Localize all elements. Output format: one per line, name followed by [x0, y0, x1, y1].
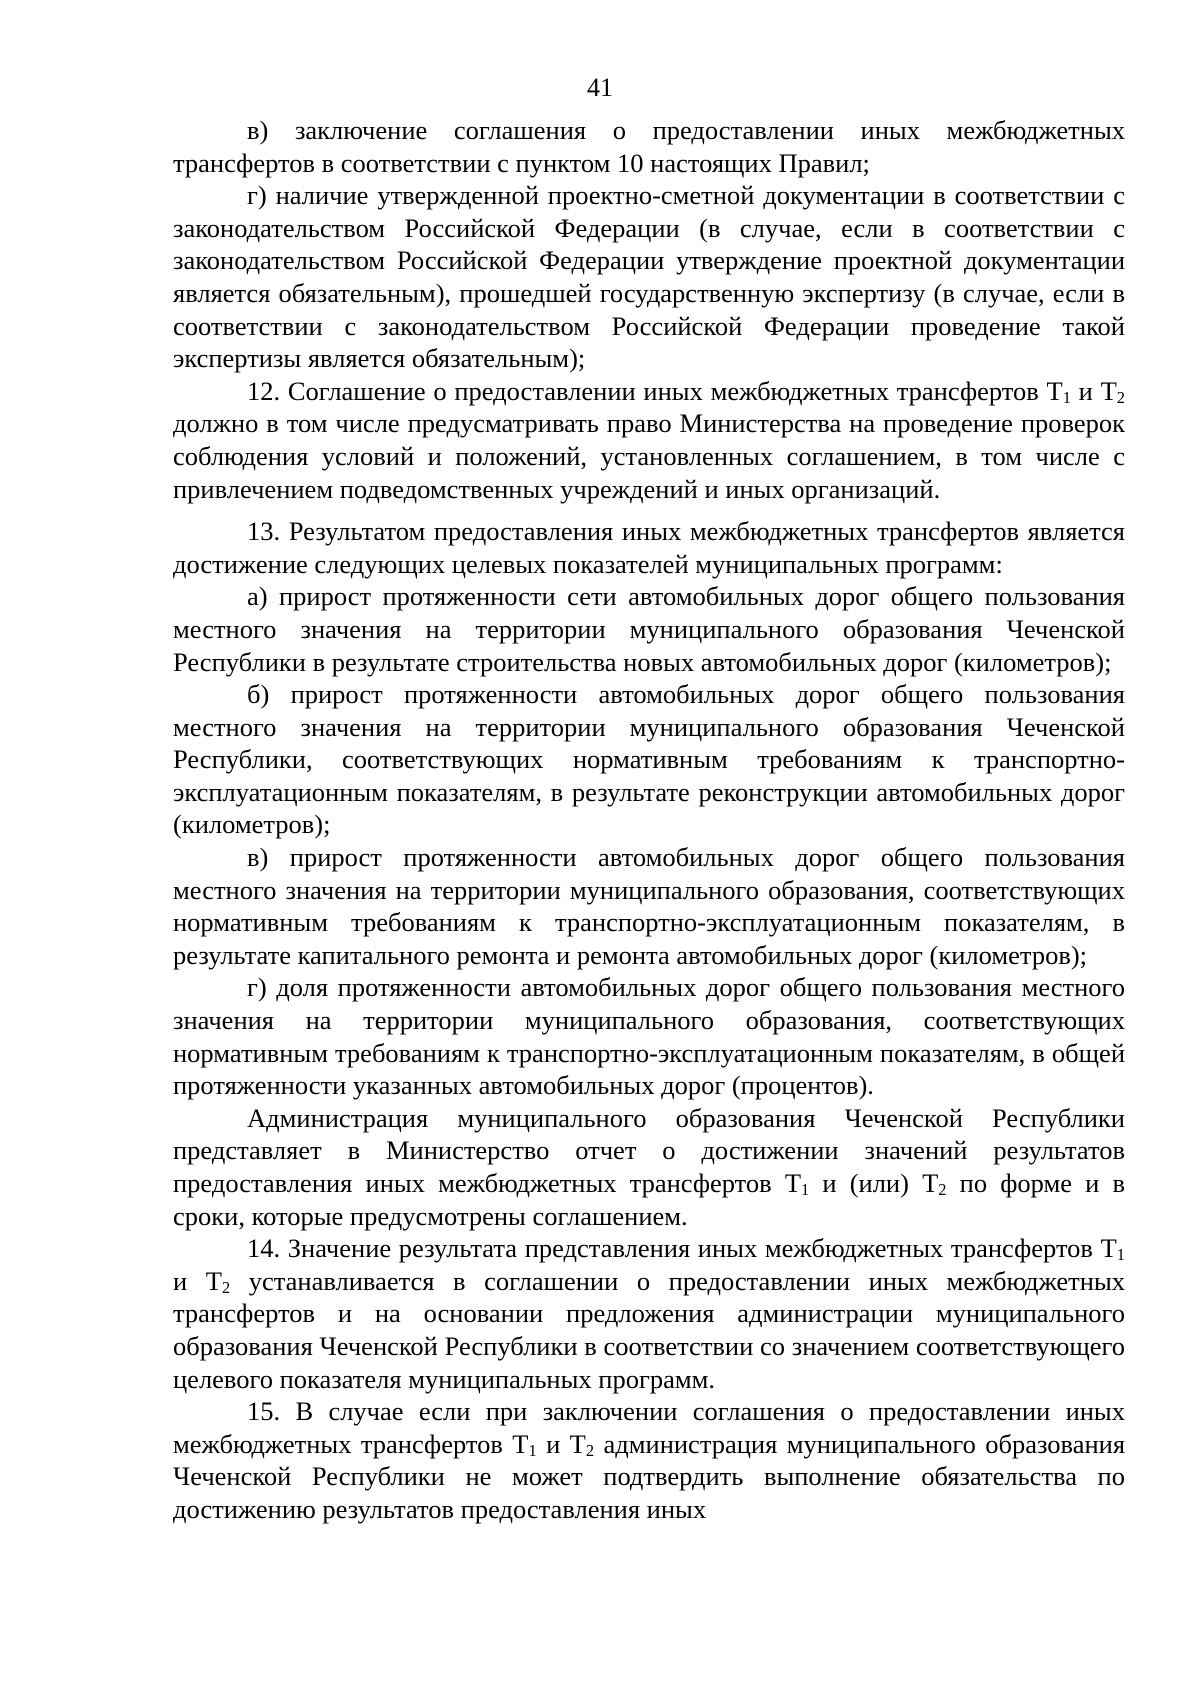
paragraph: 14. Значение результата представления иных межбюджетных трансфертов $Т_1$ и $Т_2$ устанавливается в соглашении о предоставлении иных межбюджетных трансфертов и на основании предложения администрации муниципального образования Чеченской Республики в соответствии со значением соответствующего целевого показателя муниципальных программ.: [173, 1233, 1125, 1394]
paragraph: 15. В случае если при заключении соглашения о предоставлении иных межбюджетных трансфертов $Т_1$ и $Т_2$ администрация муниципального образования Чеченской Республики не может подтвердить выполнение обязательства по достижению результатов предоставления иных: [173, 1396, 1126, 1524]
paragraph: в) заключение соглашения о предоставлении иных межбюджетных трансфертов в соответствии с пунктом 10 настоящих Правил;: [173, 115, 1125, 178]
paragraph: б) прирост протяженности автомобильных дорог общего пользования местного значения на территории муниципального образования Чеченской Республики, соответствующих нормативным требованиям к транспортно-эксплуатационным показателям, в результате реконструкции автомобильных дорог (километров);: [173, 679, 1125, 840]
page-number: 41: [587, 73, 613, 102]
paragraph: 12. Соглашение о предоставлении иных межбюджетных трансфертов $Т_1$ и $Т_2$ должно в том числе предусматривать право Министерства на проведение проверок соблюдения условий и положений, установленных соглашением, в том числе с привлечением подведомственных учреждений и иных организаций.: [173, 375, 1125, 504]
document-body: [173, 114, 1125, 1526]
paragraph: г) доля протяженности автомобильных дорог общего пользования местного значения на территории муниципального образования, соответствующих нормативным требованиям к транспортно-эксплуатационным показателям, в общей протяженности указанных автомобильных дорог (процентов).: [173, 972, 1125, 1101]
paragraph: Администрация муниципального образования Чеченской Республики представляет в Министерство отчет о достижении значений результатов предоставления иных межбюджетных трансфертов $Т_1$ и (или) $Т_2$ по форме и в сроки, которые предусмотрены соглашением.: [173, 1102, 1126, 1231]
paragraph: в) прирост протяженности автомобильных дорог общего пользования местного значения на территории муниципального образования, соответствующих нормативным требованиям к транспортно-эксплуатационным показателям, в результате капитального ремонта и ремонта автомобильных дорог (километров);: [173, 842, 1125, 970]
paragraph: 13. Результатом предоставления иных межбюджетных трансфертов является достижение следующих целевых показателей муниципальных программ:: [173, 516, 1125, 579]
paragraph: а) прирост протяженности сети автомобильных дорог общего пользования местного значения на территории муниципального образования Чеченской Республики в результате строительства новых автомобильных дорог (километров);: [173, 581, 1125, 677]
paragraph: г) наличие утвержденной проектно-сметной документации в соответствии с законодательством Российской Федерации (в случае, если в соответствии с законодательством Российской Федерации утверждение проектной документации является обязательным), прошедшей государственную экспертизу (в случае, если в соответствии с законодательством Российской Федерации проведение такой экспертизы является обязательным);: [173, 180, 1125, 374]
